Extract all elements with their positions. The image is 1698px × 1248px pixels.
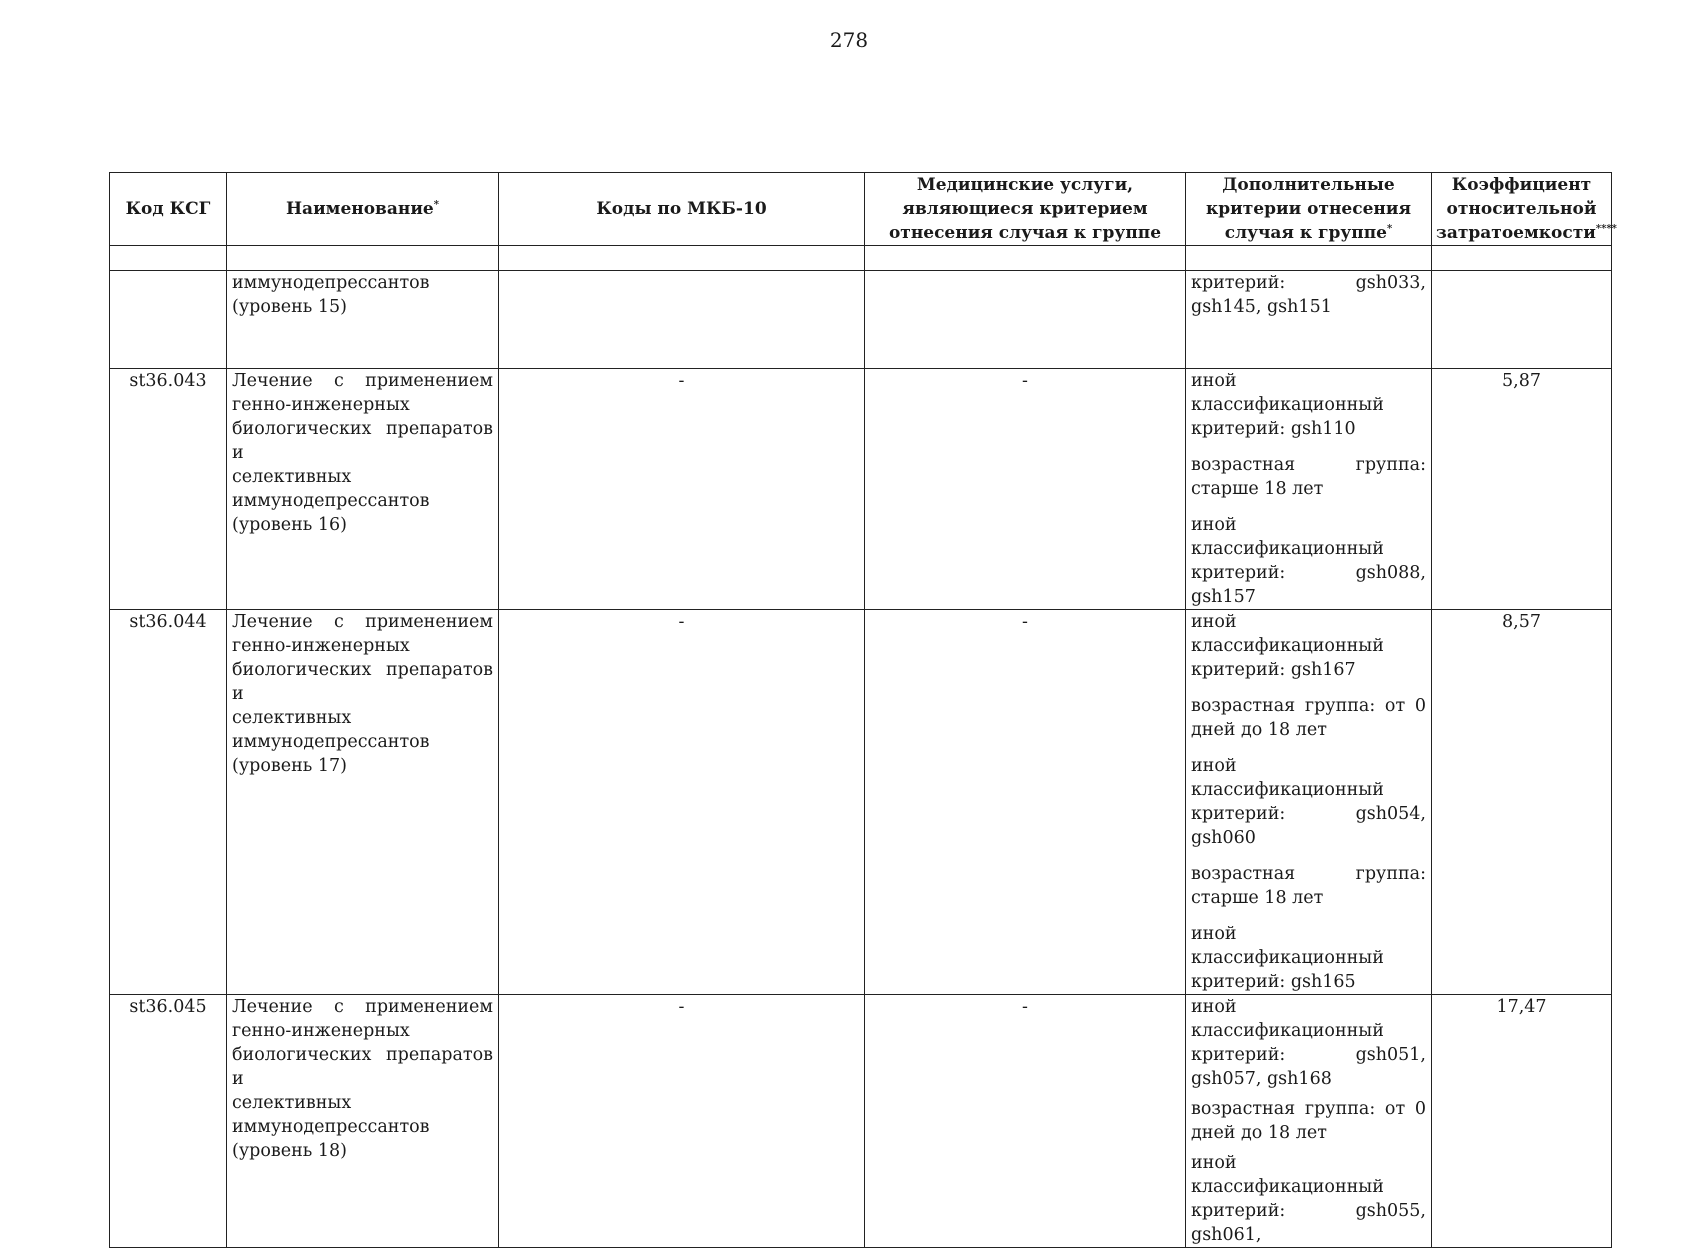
header-spacer-row <box>110 246 1612 271</box>
criterion: критерий: gsh033, gsh145, gsh151 <box>1191 273 1426 317</box>
header-code: Код КСГ <box>110 173 227 246</box>
cost-coefficient: 17,47 <box>1432 995 1612 1248</box>
page-number: 278 <box>829 28 869 52</box>
criterion: иной классификационный критерий: gsh088, gsh157 <box>1191 515 1426 607</box>
medical-services: - <box>865 610 1186 995</box>
additional-criteria <box>1186 271 1432 369</box>
table-row <box>110 995 1612 1248</box>
criterion: возрастная группа: от 0 дней до 18 лет <box>1191 696 1426 740</box>
cost-coefficient: 8,57 <box>1432 610 1612 995</box>
criterion: иной классификационный критерий: gsh165 <box>1191 924 1384 992</box>
header-coef: Коэффициент относительной затратоемкости**** <box>1432 173 1612 246</box>
ksg-name: иммунодепрессантов (уровень 15) <box>227 271 499 369</box>
criterion: иной классификационный критерий: gsh051, gsh057, gsh168 <box>1191 997 1426 1089</box>
header-icd: Коды по МКБ-10 <box>499 173 865 246</box>
criterion: иной классификационный критерий: gsh110 <box>1191 371 1384 439</box>
additional-criteria <box>1186 369 1432 610</box>
ksg-table <box>109 172 1617 1248</box>
medical-services <box>865 271 1186 369</box>
additional-criteria <box>1186 610 1432 995</box>
criterion: возрастная группа: старше 18 лет <box>1191 864 1426 908</box>
ksg-code: st36.043 <box>110 369 227 610</box>
criterion: возрастная группа: от 0 дней до 18 лет <box>1191 1099 1426 1143</box>
criterion: иной классификационный критерий: gsh167 <box>1191 612 1384 680</box>
ksg-code: st36.045 <box>110 995 227 1248</box>
criterion: иной классификационный критерий: gsh054, gsh060 <box>1191 756 1426 848</box>
table-row <box>110 369 1612 610</box>
additional-criteria <box>1186 995 1432 1248</box>
header-row <box>110 173 1612 246</box>
ksg-name: Лечение с применением генно-инженерных биологических препаратов и селективных иммунодепрессантов (уровень 17) <box>227 610 499 995</box>
criterion: иной классификационный критерий: gsh055, gsh061, <box>1191 1153 1426 1245</box>
table-row <box>110 610 1612 995</box>
ksg-name: Лечение с применением генно-инженерных биологических препаратов и селективных иммунодепрессантов (уровень 18) <box>227 995 499 1248</box>
cost-coefficient: 5,87 <box>1432 369 1612 610</box>
medical-services: - <box>865 369 1186 610</box>
table-row <box>110 271 1612 369</box>
criterion: возрастная группа: старше 18 лет <box>1191 455 1426 499</box>
ksg-code: st36.044 <box>110 610 227 995</box>
header-criteria: Дополнительные критерии отнесения случая к группе* <box>1186 173 1432 246</box>
cost-coefficient <box>1432 271 1612 369</box>
icd-codes: - <box>499 610 865 995</box>
ksg-code <box>110 271 227 369</box>
medical-services: - <box>865 995 1186 1248</box>
header-services: Медицинские услуги, являющиеся критерием отнесения случая к группе <box>865 173 1186 246</box>
icd-codes: - <box>499 369 865 610</box>
icd-codes: - <box>499 995 865 1248</box>
icd-codes <box>499 271 865 369</box>
ksg-name: Лечение с применением генно-инженерных биологических препаратов и селективных иммунодепрессантов (уровень 16) <box>227 369 499 610</box>
header-name: Наименование* <box>227 173 499 246</box>
